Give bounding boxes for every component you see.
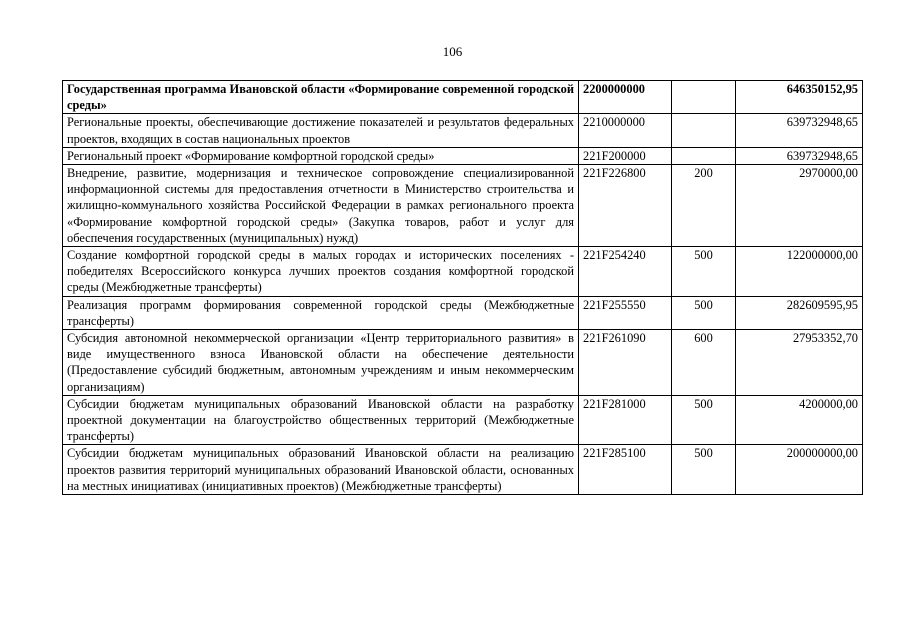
amount-cell: 200000000,00 [736, 445, 863, 495]
expense-type-cell: 500 [672, 445, 736, 495]
amount-cell: 2970000,00 [736, 165, 863, 247]
budget-code-cell: 221F226800 [579, 165, 672, 247]
program-name-cell: Региональный проект «Формирование комфортной городской среды» [63, 147, 579, 164]
program-name-cell: Реализация программ формирования современной городской среды (Межбюджетные трансферты) [63, 296, 579, 329]
table-row [63, 81, 863, 114]
program-name-cell: Субсидии бюджетам муниципальных образований Ивановской области на реализацию проектов развития территорий муниципальных образований Ивановской области, основанных на местных инициативах (инициативных проектов) (Межбюджетные трансферты) [63, 445, 579, 495]
budget-code-cell: 221F255550 [579, 296, 672, 329]
program-name-cell: Внедрение, развитие, модернизация и техническое сопровождение специализированной информационной системы для предоставления отчетности в Министерство строительства и жилищно-коммунального хозяйства Российской Федерации в рамках регионального проекта «Формирование комфортной городской среды» (Закупка товаров, работ и услуг для обеспечения государственных (муниципальных) нужд) [63, 165, 579, 247]
expense-type-cell: 200 [672, 165, 736, 247]
budget-code-cell: 221F281000 [579, 395, 672, 445]
expense-type-cell [672, 114, 736, 147]
program-name-cell: Региональные проекты, обеспечивающие достижение показателей и результатов федеральных проектов, входящих в состав национальных проектов [63, 114, 579, 147]
amount-cell: 639732948,65 [736, 147, 863, 164]
budget-code-cell: 2200000000 [579, 81, 672, 114]
table-row [63, 445, 863, 495]
amount-cell: 639732948,65 [736, 114, 863, 147]
page-number: 106 [442, 44, 463, 59]
table-row [63, 114, 863, 147]
expense-type-cell: 600 [672, 330, 736, 396]
table-row [63, 147, 863, 164]
program-name-cell: Субсидии бюджетам муниципальных образований Ивановской области на разработку проектной документации на благоустройство общественных территорий (Межбюджетные трансферты) [63, 395, 579, 445]
amount-cell: 122000000,00 [736, 247, 863, 297]
expense-type-cell [672, 147, 736, 164]
amount-cell: 282609595,95 [736, 296, 863, 329]
expense-type-cell: 500 [672, 247, 736, 297]
budget-code-cell: 2210000000 [579, 114, 672, 147]
budget-table [62, 80, 863, 495]
amount-cell: 27953352,70 [736, 330, 863, 396]
program-name-cell: Субсидия автономной некоммерческой организации «Центр территориального развития» в виде имущественного взноса Ивановской области на обеспечение деятельности (Предоставление субсидий бюджетным, автономным учреждениям и иным некоммерческим организациям) [63, 330, 579, 396]
table-row [63, 395, 863, 445]
budget-code-cell: 221F254240 [579, 247, 672, 297]
budget-code-cell: 221F285100 [579, 445, 672, 495]
expense-type-cell [672, 81, 736, 114]
table-row [63, 165, 863, 247]
program-name-cell: Государственная программа Ивановской области «Формирование современной городской среды» [63, 81, 579, 114]
table-row [63, 296, 863, 329]
program-name-cell: Создание комфортной городской среды в малых городах и исторических поселениях - победителях Всероссийского конкурса лучших проектов создания комфортной городской среды (Межбюджетные трансферты) [63, 247, 579, 297]
table-row [63, 330, 863, 396]
budget-table-body [63, 81, 863, 495]
table-row [63, 247, 863, 297]
amount-cell: 646350152,95 [736, 81, 863, 114]
expense-type-cell: 500 [672, 395, 736, 445]
budget-code-cell: 221F261090 [579, 330, 672, 396]
amount-cell: 4200000,00 [736, 395, 863, 445]
expense-type-cell: 500 [672, 296, 736, 329]
budget-code-cell: 221F200000 [579, 147, 672, 164]
